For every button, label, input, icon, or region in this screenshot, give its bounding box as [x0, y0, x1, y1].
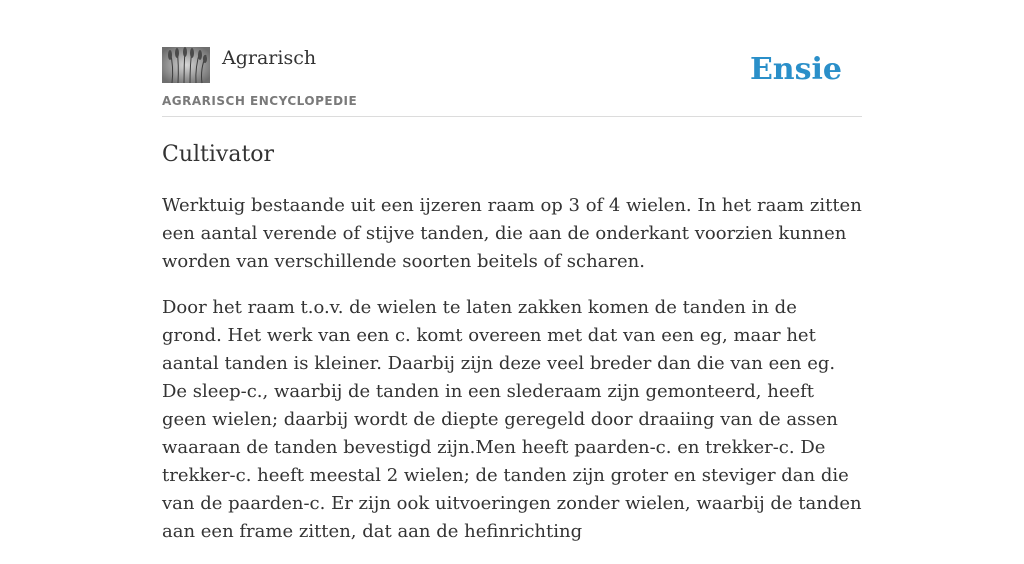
- article-paragraph: Door het raam t.o.v. de wielen te laten zakken komen de tanden in de grond. Het werk van een c. komt overeen met dat van een eg, maar het aantal tanden is kleiner. Daarbij zijn deze veel breder dan die van een eg. De sleep-c., waarbij de tanden in een slederaam zijn gemonteerd, heeft geen wielen; daarbij wordt de diepte geregeld door draaiing van de assen waaraan de tanden bevestigd zijn.Men heeft paarden-c. en trekker-c. De trekker-c. heeft meestal 2 wielen; de tanden zijn groter en steviger dan die van de paarden-c. Er zijn ook uitvoeringen zonder wielen, waarbij de tanden aan een frame zitten, dat aan de hefinrichting: [162, 297, 862, 542]
- brand-logo[interactable]: Ensie: [749, 52, 842, 87]
- site-name[interactable]: Agrarisch: [222, 47, 317, 69]
- wheat-image[interactable]: [162, 47, 210, 83]
- article-body: [162, 192, 862, 564]
- article-title: Cultivator: [162, 142, 275, 167]
- article-paragraph: Werktuig bestaande uit een ijzeren raam op 3 of 4 wielen. In het raam zitten een aantal verende of stijve tanden, die aan de onderkant voorzien kunnen worden van verschillende soorten beitels of scharen.: [162, 195, 862, 272]
- header: [162, 46, 862, 117]
- site-subtitle: AGRARISCH ENCYCLOPEDIE: [162, 94, 358, 108]
